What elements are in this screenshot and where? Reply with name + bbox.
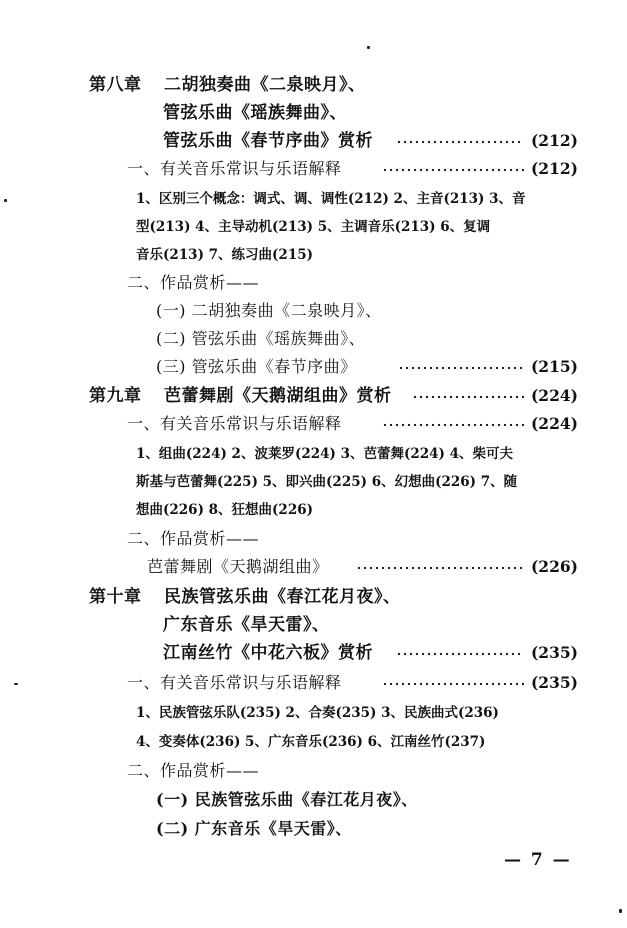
toc-work-entry: [0, 553, 627, 581]
dot-leader: [396, 647, 524, 661]
chapter-title: 管弦乐曲《瑶族舞曲》、: [163, 103, 347, 123]
dot-leader: [396, 135, 524, 149]
chapter-label: 第八章: [89, 75, 142, 95]
toc-work-entry: [0, 325, 627, 353]
page-number: — 7 —: [504, 850, 572, 870]
page-ref: (212): [530, 131, 578, 150]
work-label: (二) 广东音乐《旱天雷》、: [156, 819, 352, 838]
term-line: [0, 728, 627, 756]
toc-work-entry: [0, 297, 627, 325]
toc-entry-chapter-10-line-3: [0, 639, 627, 667]
work-label: (一) 民族管弦乐曲《春江花月夜》、: [156, 790, 418, 809]
dot-leader: [356, 561, 524, 575]
page-ref: (235): [530, 643, 578, 662]
term-list-text: 想曲(226) 8、狂想曲(226): [136, 502, 314, 518]
scan-speck: [14, 683, 18, 685]
dot-leader: [382, 677, 524, 691]
page-ref: (224): [530, 414, 578, 433]
section-title: 二、作品赏析——: [127, 273, 260, 292]
dot-leader: [382, 163, 524, 177]
term-list-text: 1、区别三个概念：调式、调、调性(212) 2、主音(213) 3、音: [136, 191, 526, 207]
toc-entry-chapter-8-line-2: [0, 99, 627, 127]
scan-speck: [367, 46, 370, 49]
term-list-text: 音乐(213) 7、练习曲(215): [136, 247, 314, 263]
toc-entry-chapter-9: [0, 382, 627, 410]
chapter-title: 广东音乐《旱天雷》、: [163, 615, 330, 635]
section-title: 一、有关音乐常识与乐语解释: [127, 673, 342, 692]
term-list-text: 1、民族管弦乐队(235) 2、合奏(235) 3、民族曲式(236): [136, 705, 499, 721]
term-list-text: 型(213) 4、主导动机(213) 5、主调音乐(213) 6、复调: [136, 219, 491, 235]
dot-leader: [412, 390, 524, 404]
work-label: (三) 管弦乐曲《春节序曲》: [156, 357, 357, 376]
work-label: 芭蕾舞剧《天鹅湖组曲》: [147, 557, 329, 576]
page-ref: (224): [530, 386, 578, 405]
scan-speck: [619, 909, 622, 913]
chapter-label: 第九章: [89, 386, 142, 406]
toc-entry-chapter-10-line-2: [0, 611, 627, 639]
chapter-title: 管弦乐曲《春节序曲》赏析: [163, 131, 373, 151]
term-list-text: 斯基与芭蕾舞(225) 5、即兴曲(225) 6、幻想曲(226) 7、随: [136, 474, 518, 490]
work-label: (一) 二胡独奏曲《二泉映月》、: [156, 301, 382, 320]
toc-entry-chapter-10: [0, 583, 627, 611]
toc-work-entry: [0, 786, 627, 814]
work-label: (二) 管弦乐曲《瑶族舞曲》、: [156, 329, 366, 348]
toc-work-entry: [0, 815, 627, 843]
page-ref: (235): [530, 673, 578, 692]
toc-section-1: [0, 155, 627, 183]
chapter-title: 江南丝竹《中花六板》赏析: [163, 643, 373, 663]
term-list-text: 4、变奏体(236) 5、广东音乐(236) 6、江南丝竹(237): [136, 734, 486, 750]
page-ref: (212): [530, 159, 578, 178]
chapter-title: 二胡独奏曲《二泉映月》、: [164, 75, 366, 95]
term-line: [0, 185, 627, 213]
term-line: [0, 468, 627, 496]
chapter-title: 芭蕾舞剧《天鹅湖组曲》赏析: [164, 386, 392, 406]
toc-work-entry: [0, 353, 627, 381]
toc-entry-chapter-8-line-3: [0, 127, 627, 155]
section-title: 二、作品赏析——: [127, 529, 260, 548]
term-line: [0, 699, 627, 727]
toc-section-2: [0, 269, 627, 297]
toc-section-1: [0, 410, 627, 438]
section-title: 一、有关音乐常识与乐语解释: [127, 414, 342, 433]
page-ref: (215): [530, 357, 578, 376]
section-title: 一、有关音乐常识与乐语解释: [127, 159, 342, 178]
page-ref: (226): [530, 557, 578, 576]
term-line: [0, 440, 627, 468]
scan-speck: [4, 199, 7, 202]
chapter-label: 第十章: [89, 587, 142, 607]
toc-section-2: [0, 757, 627, 785]
dot-leader: [382, 418, 524, 432]
dot-leader: [398, 361, 524, 375]
section-title: 二、作品赏析——: [127, 761, 260, 780]
chapter-title: 民族管弦乐曲《春江花月夜》、: [164, 587, 401, 607]
toc-section-1: [0, 669, 627, 697]
term-line: [0, 241, 627, 269]
term-list-text: 1、组曲(224) 2、波莱罗(224) 3、芭蕾舞(224) 4、柴可夫: [136, 446, 514, 462]
term-line: [0, 496, 627, 524]
term-line: [0, 213, 627, 241]
toc-entry-chapter-8: [0, 71, 627, 99]
toc-section-2: [0, 525, 627, 553]
